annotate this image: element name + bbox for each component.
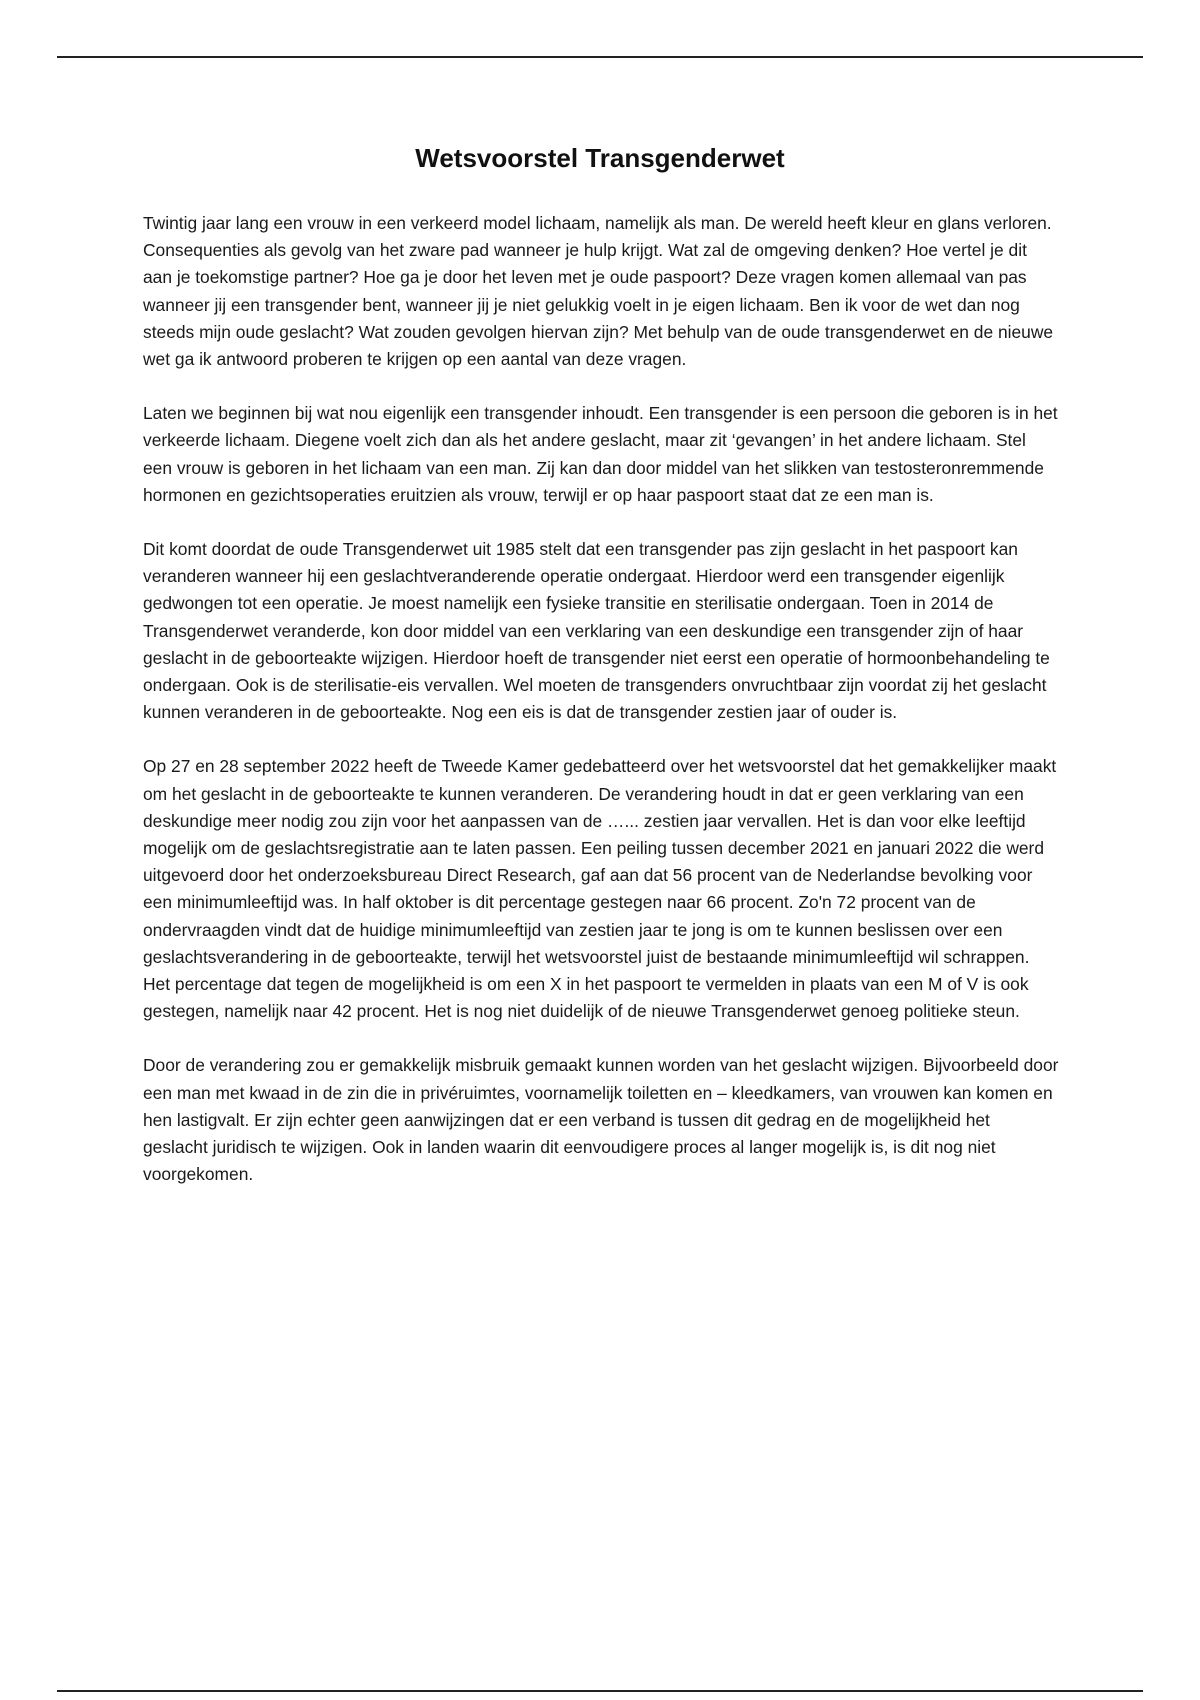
page-top-rule <box>57 56 1143 58</box>
paragraph-new-proposal: Op 27 en 28 september 2022 heeft de Tweede Kamer gedebatteerd over het wetsvoorstel dat het gemakkelijker maakt om het geslacht in de geboorteakte te kunnen veranderen. De verandering houdt in dat er geen verklaring van een deskundige meer nodig zou zijn voor het aanpassen van de …... zestien jaar vervallen. Het is dan voor elke leeftijd mogelijk om de geslachtsregistratie aan te laten passen. Een peiling tussen december 2021 en januari 2022 die werd uitgevoerd door het onderzoeksbureau Direct Research, gaf aan dat 56 procent van de Nederlandse bevolking voor een minimumleeftijd was. In half oktober is dit percentage gestegen naar 66 procent. Zo'n 72 procent van de ondervraagden vindt dat de huidige minimumleeftijd van zestien jaar te jong is om te kunnen beslissen over een geslachtsverandering in de geboorteakte, terwijl het wetsvoorstel juist de bestaande minimumleeftijd wil schrappen. Het percentage dat tegen de mogelijkheid is om een X in het paspoort te vermelden in plaats van een M of V is ook gestegen, namelijk naar 42 procent. Het is nog niet duidelijk of de nieuwe Transgenderwet genoeg politieke steun. <box>143 756 1057 1022</box>
paragraph-old-law: Dit komt doordat de oude Transgenderwet uit 1985 stelt dat een transgender pas zijn geslacht in het paspoort kan veranderen wanneer hij een geslachtveranderende operatie ondergaat. Hierdoor werd een transgender eigenlijk gedwongen tot een operatie. Je moest namelijk een fysieke transitie en sterilisatie ondergaan. Toen in 2014 de Transgenderwet veranderde, kon door middel van een verklaring van een deskundige een transgender zijn of haar geslacht in de geboorteakte wijzigen. Hierdoor hoeft de transgender niet eerst een operatie of hormoonbehandeling te ondergaan. Ook is de sterilisatie-eis vervallen. Wel moeten de transgenders onvruchtbaar zijn voordat zij het geslacht kunnen veranderen in de geboorteakte. Nog een eis is dat de transgender zestien jaar of ouder is. <box>143 539 1050 723</box>
page-bottom-rule <box>57 1690 1143 1692</box>
paragraph-intro: Twintig jaar lang een vrouw in een verkeerd model lichaam, namelijk als man. De wereld heeft kleur en glans verloren. Consequenties als gevolg van het zware pad wanneer je hulp krijgt. Wat zal de omgeving denken? Hoe vertel je dit aan je toekomstige partner? Hoe ga je door het leven met je oude paspoort? Deze vragen komen allemaal van pas wanneer jij een transgender bent, wanneer jij je niet gelukkig voelt in je eigen lichaam. Ben ik voor de wet dan nog steeds mijn oude geslacht? Wat zouden gevolgen hiervan zijn? Met behulp van de oude transgenderwet en de nieuwe wet ga ik antwoord proberen te krijgen op een aantal van deze vragen. <box>143 213 1054 370</box>
paragraph-definition: Laten we beginnen bij wat nou eigenlijk een transgender inhoudt. Een transgender is een persoon die geboren is in het verkeerde lichaam. Diegene voelt zich dan als het andere geslacht, maar zit ‘gevangen’ in het andere lichaam. Stel een vrouw is geboren in het lichaam van een man. Zij kan dan door middel van het slikken van testosteronremmende hormonen en gezichtsoperaties eruitzien als vrouw, terwijl er op haar paspoort staat dat ze een man is. <box>143 403 1058 505</box>
document-body <box>143 210 1059 1216</box>
paragraph-misuse: Door de verandering zou er gemakkelijk misbruik gemaakt kunnen worden van het geslacht wijzigen. Bijvoorbeeld door een man met kwaad in de zin die in privéruimtes, voornamelijk toiletten en – kleedkamers, van vrouwen kan komen en hen lastigvalt. Er zijn echter geen aanwijzingen dat er een verband is tussen dit gedrag en de mogelijkheid het geslacht juridisch te wijzigen. Ook in landen waarin dit eenvoudigere proces al langer mogelijk is, is dit nog niet voorgekomen. <box>143 1055 1059 1185</box>
document-title: Wetsvoorstel Transgenderwet <box>415 143 785 173</box>
